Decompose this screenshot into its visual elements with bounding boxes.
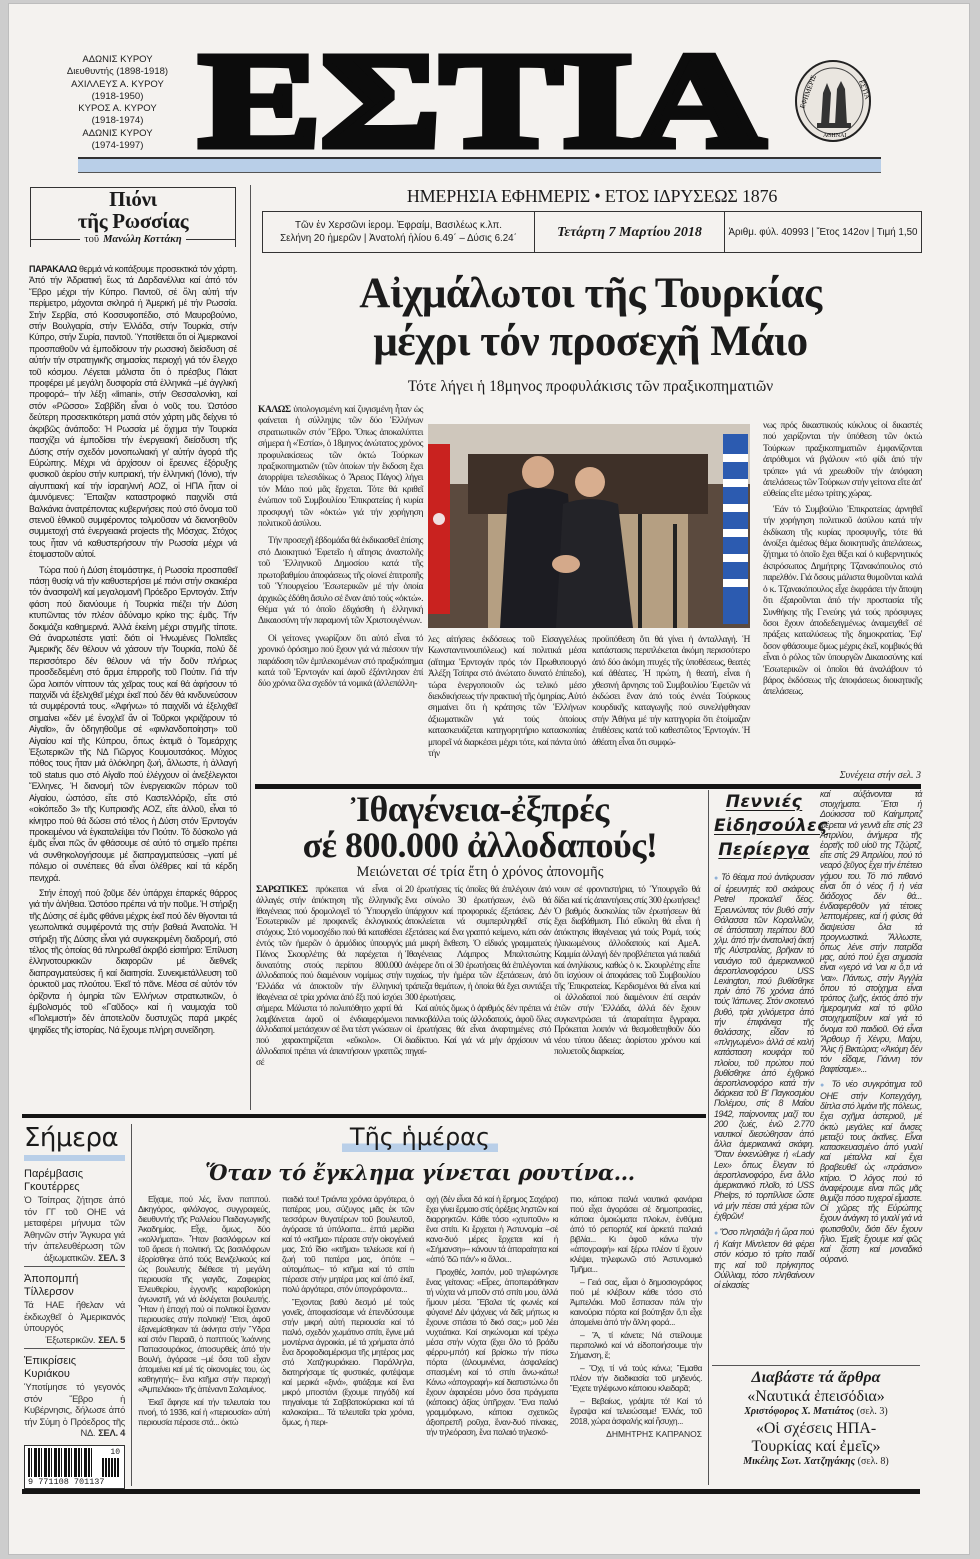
article-link-title[interactable]: «Ναυτικά ἐπεισόδια»	[747, 1388, 885, 1405]
main-subheadline: Τότε λήγει ἡ 18μηνος προφυλάκισις τῶν πραξικοπηματιῶν	[407, 378, 774, 395]
column-paragraph: Ἐκεῖ ἄφησε καί τήν τελευταία του πνοή, τό 1936, καί ἡ «περιουσία» αὐτή περιουσία πέρασε στά... ὀκτώ	[138, 1397, 270, 1427]
today-item-page: ΣΕΛ. 3	[98, 1251, 125, 1263]
column-headline: Ὅταν τό ἔγκλημα γίνεται ρουτίνα...	[205, 1160, 635, 1185]
today-title-underline	[24, 1155, 125, 1161]
column-col4	[570, 1194, 702, 1439]
main-article-col3: προϋπόθεση ὅτι θά γίνει ἡ ἀνταλλαγή. Ἡ κατάστασις περιπλέκεται ἀκόμη περισσότερο ἀπό δύο ἀκόμη πτυχές τῆς ὑποθέσεως, θεατές καί ἀθέατες. Ἡ πρώτη, ἡ θεατή, εἶναι ἡ χθεσινή ἄρνησις τοῦ Συμβουλίου Ἐφετῶν νά ἐκδώσει ἕναν ἀπό τούς ἐννέα Τούρκους κουρδικῆς καταγωγῆς πού συνελήφθησαν στήν Ἀθήνα μέ τήν κατηγορία ὅτι ἑτοίμαζαν ἐπιθέσεις κατά τοῦ καθεστῶτος Ἐρντογάν. Ἡ ἀθέατη εἶναι ὅτι συμφώ-	[592, 635, 750, 748]
today-item[interactable]	[24, 1355, 125, 1442]
main-article-col1	[258, 405, 423, 691]
sidebar-divider	[708, 790, 709, 1485]
column-col2	[282, 1194, 414, 1427]
masthead-rule	[78, 157, 881, 173]
column-divider	[250, 185, 251, 1110]
today-box	[24, 1124, 125, 1489]
main-article-col2: λες αἰτήσεις ἐκδόσεως τοῦ Εἰσαγγελέως Κωνσταντινουπόλεως) καί πολιτικά μέσα (αἴτημα Ἐρντογάν πρός τόν Πρωθυπουργό Ἀλέξη Τσίπρα στό ἀνώτατο δυνατό ἐπίπεδο), τώρα ἐνεργοποιοῦν ὡς τελικό μέσο διεκδικήσεως τήν πρακτική τῆς ὁμηρίας. Αὐτό σημαίνει ὅτι ἡ κράτησις τῶν Ἑλλήνων ἀξιωματικῶν γιά τούς ὁποίους κατασκευάζεται κατηγορητήριο κατασκοπίας μπορεῖ νά διαρκέσει μέχρι τότε, καί πάντα ὑπό τήν	[428, 635, 586, 760]
opinion-author: Μανώλη Κοττάκη	[103, 234, 182, 245]
gossip-item: ● Τό θέαμα πού ἀντίκρυσαν οἱ ἐρευνητές τοῦ σκάφους Petrel προκαλεῖ δέος. Ἐρευνώντας τόν βυθό στήν Θάλασσα τῶν Κοραλλιῶν, σέ ἀπόσταση περίπου 800 χλμ. ἀπό τήν ἀνατολική ἀκτή τῆς Αὐστραλίας, βρῆκαν τό ναυάγιο τοῦ ἀμερικανικοῦ ἀεροπλανοφόρου USS Lexington, πού βυθίσθηκε πρίν ἀπό 76 χρόνια ἀπό τούς Ἰάπωνες. Στόν σκοτεινό βυθό, τρία χιλιόμετρα ἀπό τήν ἐπιφάνεια τῆς θαλάσσης, εἶδαν τό «πληγωμένο» ἀλλά σέ καλή κατάσταση κουφάρι τοῦ πλοίου, τοῦ πρώτου πού βυθίσθηκε ἀπό ἐχθρικό ἀεροπλανοφόρο κατά τήν διάρκεια τοῦ Β' Παγκοσμίου Πολέμου, στίς 8 Μαΐου 1942, παίρνοντας μαζί του 200 ζωές, ἐνῶ 2.770 ναυτικοί διεσώθησαν ἀπό ἄλλα ἀμερικανικά σκάφη. Ὅταν ἐκκενώθηκε ἡ «Lady Lex» ὅπως ἔλεγαν τό ἀεροπλανοφόρο, ἕνα ἄλλο ἀμερικανικό πλοῖο, τό USS Phelps, τό τορπίλλισε ὥστε νά μήν πέσει στά χέρια τῶν ἐχθρῶν!	[714, 872, 814, 1221]
tagline: ΗΜΕΡΗΣΙΑ ΕΦΗΜΕΡΙΣ • ΕΤΟΣ ΙΔΡΥΣΕΩΣ 1876	[406, 186, 778, 206]
gossip-title-line: Εἰδησούλες	[714, 816, 828, 836]
news-photo-erdogan-tsipras	[428, 424, 750, 628]
article-link-author: Χριστόφορος Χ. Ματιάτος	[744, 1406, 855, 1417]
article-link-title[interactable]: «Οἱ σχέσεις ΗΠΑ-Τουρκίας καί ἐμεῖς»	[751, 1420, 881, 1455]
almanac	[263, 212, 535, 252]
barcode-issue: 10	[110, 1447, 120, 1457]
second-article-col1	[256, 885, 402, 1069]
barcode-number: 9 771108 701137	[28, 1476, 105, 1487]
saints-of-day: Τῶν ἐν Χερσῶνι ἱερομ. Ἐφραίμ, Βασιλέως κ.λπ.	[295, 220, 502, 231]
page-bottom-rule	[22, 1489, 920, 1494]
gossip-item: ● Τό νέο συγκρότημα τοῦ ΟΗΕ στήν Κοπεγχάγη, δίπλα στό λιμάνι τῆς πόλεως, ἔχει σχῆμα ἀστεριοῦ, μέ ὀκτώ μεγάλες καί ἄνισες μεταξύ τους ἀκτῖνες. Εἶναι κατασκευασμένο ἀπό γυαλί καί μέταλλα καί ἔχει βραβευθεῖ ὡς «πράσινο» κτίριο. Ὁ λόγος πού τό ἀναφέρουμε εἶναι πῶς μᾶς θυμίζει πόσο τυχεροί εἴμαστε. Οἱ χῶρες τῆς Εὐρώπης ἔχουν ἀνάγκη τό γυαλί γιά νά φωτισθοῦν, διότι δέν ἔχουν ἥλιο. Ἐμεῖς ἔχουμε καί φῶς καί ζέστη καί μοναδικό οὐρανό.	[820, 1079, 922, 1265]
founder-line: ΑΔΩΝΙΣ ΚΥΡΟΥ	[82, 127, 153, 139]
today-item[interactable]	[24, 1168, 125, 1267]
main-lead-word: ΚΑΛΩΣ	[258, 405, 291, 415]
second-subheadline: Μειώνεται σέ τρία ἔτη ὁ χρόνος ἀπονομῆς	[356, 864, 604, 880]
article-paragraph: νως πρός δικαστικούς κύκλους οἱ δικαστές πού χειρίζονται τήν ὑπόθεση τῶν ὀκτώ Τούρκων πραξικοπηματιῶν ἐμφανίζονται ἀπρόθυμοι νά βγάλουν «τό φίδι ἀπό τήν τρύπα» γιά νά χρεωθοῦν τήν ἀπόφαση ἀπελάσεως τῶν Τούρκων στήν γείτονα εἴτε ἀπ' εὐθείας εἴτε μέσω τρίτης χώρας.	[763, 421, 922, 500]
second-headline: Ἰθαγένεια-ἐξπρές	[351, 789, 609, 829]
today-item-page: ΣΕΛ. 4	[98, 1427, 125, 1438]
today-item-heading: Ἀποπομπή	[24, 1273, 79, 1285]
today-item-heading: Ἐπικρίσεις	[24, 1355, 77, 1367]
opinion-title-box	[30, 187, 236, 247]
issue-number-price: Ἀριθμ. φύλ. 40993 | Ἔτος 142ον | Τιμή 1,50	[728, 226, 918, 238]
article-link-page: (σελ. 8)	[857, 1456, 889, 1467]
column-col3	[426, 1194, 558, 1437]
opinion-lead-word: ΠΑΡΑΚΑΛΩ	[29, 264, 77, 274]
gossip-col2	[820, 789, 922, 1264]
edition-info-box	[262, 211, 922, 253]
article-paragraph: 20 ἐρωτήσεις τίς ὁποῖες θά ἐπιλέγουν ἀπό ἕνα σύνολο 30 ἐρωτήσεων, ἐνῶ θά ὑπάρχουν καί προφορικές ἐξετάσεις. Δέν ἀποκλείεται νά συμπεριληφθεῖ στίς ἐξετάσεις καί ἕνα γραπτό κείμενο, κάτι σάν μιά μικρή ἔκθεση. Ὁ εἰδικός γραμματεύς Ἰθαγένειας Λάμπρος Μπαλτσιώτης ἀνέφερε ὅτι οἱ 30 ἐρωτήσεις θά ἐπιλέγονται τυχαίως, τήν ἡμέρα τῶν ἐξετάσεων, ἀπό τράπεζα θεμάτων, ἡ ὁποία θά ἔχει συντάξει 300 ἐρωτήσεις.	[405, 885, 551, 1003]
column-paragraph: οχή (δέν εἶναι δά καί ἡ ἔρημος Σαχάρα) ἔχει γίνει ἕρμαιο στίς ὀρέξεις ληστῶν καί διαρρηκτῶν. Κάθε τόσο «χτυποῦν» κι ἕνα σπίτι. Κι ἔρχεται ἡ Ἀστυνομία –σέ κανα-δυό μέρες ἔρχεται καί ἡ «Σήμανση»– κάνουν τά ἀπαραίτητα καί «ἀπό 'δῶ πάν'» κι ἄλλοι...	[426, 1194, 558, 1264]
masthead-title: ΕΣΤΙΑ	[199, 48, 765, 153]
opinion-paragraph: θερμά νά κοιτάξουμε προσεκτικά τόν χάρτη. Ἀπό τήν Ἀδριατική ἕως τά Δαρδανέλλια καί ἀπό τόν Ἔβρο μέχρι τήν Κύπρο. Παντοῦ, σέ ὅλη αὐτή τήν περίμετρο, μάχονται σκληρά ἡ Ἀμερική μέ τήν Ρωσσία. Στήν Σερβία, στό Κοσσυφοπέδιο, στό Μαυροβούνιο, στήν Βουλγαρία, στήν Ἑλλάδα, στήν Τουρκία, στήν Κύπρο, στήν Συρία, παντοῦ. Ὑποτίθεται ὅτι οἱ Ἀμερικανοί προσπαθοῦν νά ἐμποδίσουν τήν ρωσσική διείσδυση σέ αὐτήν τήν στρατηγικῆς σημασίας περιοχή γιά τόν ἔλεγχο τοῦ κόσμου. Λέγεται μάλιστα ὅτι ὁ πρέσβυς Πάιατ προφέρει μέ μεγάλη δυσφορία στά ἑλληνικά –μέ ἀγγλική προφορά– τήν λέξη «limani», στήν Θεσσαλονίκη, καί στόν «Ρῶσσο» Σαββίδη εἶναι ὁ νοῦς του. Ὡστόσο δεύτερη προσεκτικότερη ματιά στόν χάρτη μᾶς δείχνει τό ἀκριβῶς ἀνάποδο: Ἡ Ρωσσία μέ ὄχημα τήν Τουρκία πασχίζει νά ἐμποδίσει τήν ἐνεργειακή διείσδυση τῆς Δύσης στήν σχεδόν μονοπωλιακή γι' αὐτήν ἀγορά τῆς Εὐρώπης. Μέχρι νά ἀρχίσουν οἱ ἔρευνες ἐξόρυξης φυσικοῦ ἀερίου στήν κυπριακή, τήν ἑλληνική (Ἰόνιο), τήν αἰγυπτιακή καί τήν ἰσραηλινή ΑΟΖ, οἱ ΗΠΑ ἦταν οἱ ἀμυνόμενες: Ἔπαιζαν καταστροφικό παιχνίδι στά Βαλκάνια ἀνατρέποντας κυβερνήσεις πού στό ὄνομα τοῦ στενοῦ ἐθνικοῦ συμφέροντος τολμοῦσαν νά διανοηθοῦν συμμετοχή στά ἐνεργειακά projects τῆς Μόσχας. Στόχος τους ἦταν νά καθυστερήσουν τήν Ρωσσία μέχρι νά ἑτοιμαστοῦν αὐτοί.	[29, 264, 237, 560]
column-paragraph: πιο, κάποια παλιά ναυτικά φανάρια πού εἶχα ἀγοράσει σέ δημοπρασίες, κάποια ὁμοιώματα πλοίων, ἐνθύμια ἀπό τό ρεπορτάζ καί ἀρκετά παλαιά βιβλία... Κι ἀφοῦ κάνω τήν «ἀπογραφή» καί ξέρω πλέον τί ἔχουν κλέψει, τηλεφωνῶ στό Ἀστυνομικό Τμῆμα...	[570, 1194, 702, 1274]
moon-sun-times: Σελήνη 20 ἡμερῶν | Ἀνατολή ἡλίου 6.49΄ – Δύσις 6.24΄	[280, 233, 517, 244]
today-divider	[131, 1124, 132, 1486]
section-rule	[22, 1114, 706, 1118]
today-item-heading: Τίλλερσον	[24, 1286, 74, 1298]
seal-text: ΑΘΗΝΑΙ	[823, 133, 847, 139]
sidebar-rule	[712, 1365, 920, 1366]
second-lead-word: ΣΑΡΩΤΙΚΕΣ	[256, 885, 308, 895]
column-paragraph: Εἴχαμε, πού λές, ἕναν παππού. Δικηγόρος, φιλόλογος, συγγραφεύς, διευθυντής τῆς Ραλλείου Παιδαγωγικῆς Ἀκαδημίας. Εἶχε, ὅμως, δύο «κολλήματα». Ἦταν βασιλόφρων καί τοῦ ἄρεσε ἡ πολιτική. Ὡς βασιλόφρων ἐξορίσθηκε ἀπό τούς Βενιζελικούς καί ὡς βουλευτής διέθεσε τή μεγάλη περιουσία τῆς γιαγιᾶς, Ζαφειρίας Ἐλευθερίου, ἐγγονῆς καραβοκύρη ἀγωνιστῆ, γιά νά ἐκλέγεται βουλευτής. Ἦταν ἡ ἐποχή πού οἱ πολιτικοί ἔχαναν περιουσίες στήν πολιτική! Ἔτσι, ἀφοῦ ἐξανεμίσθηκαν τά ἀκίνητα στήν Ὕδρα καί στόν Πειραιᾶ, ὁ παππούς Ἰωάννης Παπασουράκος, ἀποσυρθείς ἀπό τήν Βουλή, ἀγόρασε –μέ ὅσα τοῦ εἶχαν ἀπομείνει καί μέ τίς οἰκονομίες του, ὡς καθηγητής– ἕνα κτῆμα στήν περιοχή «Ἀμπελάκια» τῆς ἀπέναντι Σαλαμίνος.	[138, 1194, 270, 1394]
barcode-bars	[28, 1448, 94, 1477]
gossip-col1	[714, 872, 814, 1290]
founder-line: ΑΔΩΝΙΣ ΚΥΡΟΥ	[82, 54, 153, 65]
column-kicker-wrap	[136, 1122, 704, 1152]
opinion-title: τῆς Ρωσσίας	[77, 209, 189, 233]
seal-text: ΕΦΗΜΕΡΙΣ	[798, 73, 818, 110]
column-col1	[138, 1194, 270, 1427]
today-title: Σήμερα	[24, 1123, 119, 1153]
founders-list	[60, 54, 175, 152]
column-paragraph: Προχθές, λοιπόν, μοῦ τηλεφώνησε ἕνας γείτονας: «Εἶρες, ἀποπειράθηκαν τή νύχτα νά μποῦν στό σπίτι μου, ἀλλά ἤμουν μέσα. Ἔβαλα τίς φωνές καί φύγανε! Δέν ψάχνεις νά δεῖς μήπως κι ἔχουνε σπάσει τό δικό σας;» μοῦ λέει νυχτιάτικα. Καί σηκώνομαι καί τρέχω μέσα στήν νύχτα (ἔχει ὅλο τό βράδυ φέρρυ-μπότ) καί βρίσκω τήν πίσω πόρτα (ἀλουμινένια, ἀσφαλείας) σπασμένη καί τό σπίτι ἄνω-κάτω! Κάνω «ἀπογραφή» καί διαπιστώνω ὅτι ἔχουν ἀφαιρέσει μόνο ὅσα πράγματα (κάποιας) ἀξίας ὑπῆρχαν. Ἕνα παλιό γραμμόφωνο, κάποια σχετικῶς ἀξιοπρεπῆ ροῦχα, ἕναν-δυό πίνακες, τήν τηλεόραση, ἕνα παλαιό τηλεσκό-	[426, 1267, 558, 1437]
gossip-item: καί αὐξάνονται τά στοιχήματα. Ἔτσι ἡ Δούκισσα τοῦ Καίημπριτζ φέρεται νά γεννᾶ εἴτε στίς 23 Ἀπριλίου, ἀνήμερα τῆς ἑορτῆς τοῦ υἱοῦ της Τζώρτζ, εἴτε στίς 29 Ἀπριλίου, πού τό νεαρό ζεῦγος ἔχει τήν ἐπέτειο γάμου του. Τό πιό πιθανό εἶναι ὅτι ὁ νέος ἤ ἡ νέα διάδοχος δέν θά... ἐνδιαφερθοῦν γιά τέτοιες λεπτομέρειες, καί ἡ φύσις θά διαψεύσει ὅλα τά προγνωστικά. Ἄλλωστε, ὅπως λένε στήν πατρίδα μας, αὐτό πού ἔχει σημασία εἶναι «γερό νά 'ναι κι ὅ,τι νά 'ναι». Πάντως, στήν Ἀγγλία ὅπου τό στοίχημα εἶναι τρόπος ζωῆς, ἐκτός ἀπό τήν ἡμερομηνία καί τό φῦλο στοιχηματίζουν καί γιά τό ὄνομα τοῦ παιδιοῦ. Θά εἶναι Ἄρθουρ ἤ Χένρυ, Μαίρυ, Ἄλις ἤ Βικτώρια; «Ἀκόμη δέν τόν εἴδαμε, Γιάννη τόν βαφτίσαμε»...	[820, 789, 922, 1075]
main-headline: Αἰχμάλωτοι τῆς Τουρκίας	[359, 270, 822, 317]
today-item-heading: Κυριάκου	[24, 1368, 70, 1380]
gossip-item: ● Ὅσο πλησιάζει ἡ ὥρα πού ἡ Καίητ Μίντλετον θά φέρει στόν κόσμο τό τρίτο παιδί της καί τοῦ πρίγκηπος Οὐίλλιαμ, τόσο πληθαίνουν οἱ εἰκασίες	[714, 1227, 814, 1290]
article-link-page: (σελ. 3)	[856, 1406, 888, 1417]
byline-prefix: τοῦ	[84, 234, 100, 245]
continued-link[interactable]: Συνέχεια στήν σελ. 3	[839, 770, 921, 781]
founder-line: (1918-1974)	[91, 115, 144, 127]
today-item-page: ΣΕΛ. 5	[98, 1333, 125, 1345]
opinion-title: Πιόνι	[109, 187, 157, 211]
article-paragraph: Καί αὐτός ὅμως ὁ ἀριθμός δέν πρέπει νά πανικοβάλλει τούς ἀλλοδαπούς, ἀφοῦ ὅλες οἱ ἐρωτήσεις θά εἶναι ἀναρτημένες στό διαδίκτυο. Καί γιά νά μήν ἀρχίσουν νά πηγαί-	[405, 1003, 551, 1057]
article-paragraph: πρόκειται νά εἶναι οἱ ἀλλαγές στήν ἀπόκτηση τῆς ἑλληνικῆς ἰθαγένειας πού δρομολογεῖ τό Ὑπουργεῖο Ἐσωτερικῶν μέ προφανεῖς ἐκλογικούς στόχους. Στό νομοσχέδιο πού θά καταθέσει ἐντός τῶν ἡμερῶν ὁ ἁρμόδιος ὑπουργός Πάνος Σκουρλέτης θά παρέχεται ἡ δυνατότης στούς περίπου 800.000 ἀλλοδαπούς πού διαμένουν νομίμως στήν Ἑλλάδα νά ἀποκτοῦν τήν ἑλληνική ἰθαγένεια σέ τρία χρόνια ἀπό ἕξι πού ἰσχύει σήμερα. Μάλιστα τό πολυπόθητο χαρτί θά λαμβάνεται ἀφοῦ οἱ ἐνδιαφερόμενοι ἀλλοδαποί μετάσχουν σέ ἕνα τέστ γνώσεων πού χαρακτηρίζεται «εὔκολο». Οἱ ἀλλοδαποί πρέπει νά ἀπαντήσουν γραπτῶς σέ	[256, 885, 403, 1068]
column-paragraph: – Ὄχι, τί νά τούς κάνω; Ἔμαθα πλέον τήν διαδικασία τοῦ μηδενός. Ἔχετε τηλέφωνο κάποιου κλειδαρᾶ;	[570, 1363, 702, 1393]
column-paragraph: παιδιά του! Τριάντα χρόνια ἀργότερα, ὁ πατέρας μου, σύζυγος μιᾶς ἐκ τῶν τεσσάρων θυγατέρων τοῦ βουλευτοῦ, ἀγόρασε τά ὑπόλοιπα... ἑπτά μερίδια καί τό «κτῆμα» πέρασε στήν οἰκογένειά μας. Στό ἴδιο «κτῆμα» τελείωσε καί ἡ ζωή τοῦ πατέρα μας, ὁπότε –αὐτομάτως– τό κτῆμα καί τό σπίτι πέρασε στήν μητέρα μας καί ἀπό ἐκεῖ, πολύ ἀργότερα, στόν ὑπογράφοντα...	[282, 1194, 414, 1294]
today-item-heading: Παρέμβασις	[24, 1168, 84, 1180]
read-articles-title: Διαβάστε τά ἄρθρα	[751, 1369, 881, 1386]
read-articles-box	[712, 1369, 920, 1468]
barcode-addon	[102, 1458, 120, 1477]
column-kicker: Τῆς ἡμέρας	[342, 1122, 498, 1152]
seal-text: ΕΣΤΙΑ	[857, 78, 872, 101]
article-paragraph: Ἐάν τό Συμβούλιο Ἐπικρατείας ἀρνηθεῖ τήν χορήγηση πολιτικοῦ ἀσύλου κατά τήν ἐκδίκαση τῆς κυρίας προσφυγῆς, τότε θά ἀνοίξει ἀμέσως θέμα διοικητικῆς ἀπελάσεως, ζήτημα τό ὁποῖο ἔχει θίξει καί ὁ κυβερνητικός ἐκπρόσωπος Δημήτρης Τζανακόπουλος στό παρελθόν. Γιά ὅσους μάλιστα θυμοῦνται καλά ὁ κ. Τζανακόπουλος εἶχε ἐκφράσει τήν ἄποψη ὅτι ἐξαιροῦνται ἀπό τήν προστασία τῆς Συνθήκης τῆς Γενεύης γιά τούς πρόσφυγες ὅσοι ἔχουν ἀποδεδειγμένως ἀναμειχθεῖ σέ πράξεις καταλύσεως τῆς δημοκρατίας. Ἐφ' ὅσον φθάσουμε ὅμως μέχρις ἐκεῖ, κομβικός θά εἶναι ὁ ρόλος τῶν ὑπουργῶν Δικαιοσύνης καί Ἐσωτερικῶν οἱ ὁποῖοι θά ἀναλάβουν τό βάρος ἐκδόσεως τῆς ἀποφάσεως διοικητικῆς ἀπελάσεως.	[763, 504, 922, 698]
seal-logo	[793, 59, 873, 143]
greek-flag	[723, 434, 748, 624]
issue-date: Τετάρτη 7 Μαρτίου 2018	[535, 212, 725, 252]
today-item-body: Ὁ Τσίπρας ζήτησε ἀπό τόν ΓΓ τοῦ ΟΗΕ νά μεταφέρει μήνυμα τῶν Ἀθηνῶν στήν Ἄγκυρα γιά τήν ἀπελευθέρωση τῶν ἀξιωματικῶν.	[24, 1194, 125, 1263]
article-paragraph: ὑπολογισμένη καί ζυγισμένη ἦταν ὡς φαίνεται ἡ σύλληψις τῶν δύο Ἑλλήνων στρατιωτικῶν στόν Ἔβρο. Ὅπως ἀποκαλύπτει σήμερα ἡ «Ἑστία», ὁ 18μηνος ἀνώτατος χρόνος προφυλακίσεως τῶν ὀκτώ Τούρκων πραξικοπηματιῶν (τῶν ὁποίων τήν ἔκδοση ἔχει ἀπορρίψει τελεσιδίκως ὁ Ἄρειος Πάγος) λήγει τόν Μάιο πού μᾶς ἔρχεται. Τότε θά κριθεῖ ἐνώπιον τοῦ Συμβουλίου Ἐπικρατείας ἡ κυρία προσφυγή τῶν «ὀκτώ» γιά τήν χορήγηση πολιτικοῦ ἀσύλου.	[258, 405, 423, 530]
gossip-title-line: Περίεργα	[718, 840, 810, 860]
founder-line: ΑΧΙΛΛΕΥΣ Α. ΚΥΡΟΥ	[71, 78, 164, 90]
founder-line: (1974-1997)	[91, 140, 144, 152]
today-item-heading: Γκουτέρρες	[24, 1181, 80, 1193]
turkish-flag	[428, 444, 450, 614]
masthead-logo	[195, 48, 770, 153]
article-link-author: Μικέλης Σωτ. Χατζηγάκης	[743, 1456, 856, 1467]
today-item-body: Ὑποτίμησε τό γεγονός στόν Ἔβρο ἡ Κυβέρνησις, δήλωσε ἀπό τήν Σύμη ὁ Πρόεδρος τῆς ΝΔ.	[24, 1381, 125, 1438]
gossip-title	[714, 792, 828, 860]
column-author: ΔΗΜΗΤΡΗΣ ΚΑΠΡΑΝΟΣ	[606, 1429, 702, 1439]
opinion-paragraph: Στήν ἐποχή πού ζοῦμε δέν ὑπάρχει ἐπαρκές θάρρος γιά τήν ἀλήθεια. Ὡστόσο πρέπει νά τήν ποῦμε. Ἡ στήριξη τῆς Δύσης σέ ἐμᾶς φθάνει μέχρις ἐκεῖ πού δέν θίγονται τά γεωπολιτικά συμφέροντά της στήν βαθειά Ἀνατολία. Ἡ στήριξη τῆς Δύσης εἶναι γιά συγκεκριμένη διαδρομή, στό τέλος τῆς ὁποίας θά πληρωθεῖ ἀκριβό εἰσιτήριο: Ἐπίλυση ἑλληνοτουρκικῶν διαφορῶν μέ διεθνεῖς διαπραγματεύσεις ἤ καί διαιτησία. Συνεκμετάλλευση τοῦ ὀρυκτοῦ μας πλούτου. Ἐκεῖ τό πᾶνε. Μέσα σέ αὐτόν τόν ὁρίζοντα ἡ ὁμηρία τῶν Ἑλλήνων στρατιωτικῶν, ὁ ἐμβολισμός τοῦ «Γαῦδος» καί ἡ ναυμαχία τοῦ «Πολεμιστή» δέν ἀποτελοῦν δυστυχῶς παρά μικρές ψηφίδες τῆς ἱστορίας. Νά ἔχουμε πλήρη συνείδηση.	[29, 887, 237, 1035]
column-paragraph: – Βεβαίως, γράψτε τό! Καί τό ἔγραψα καί τελειώσαμε! Ἑλλάς, τοῦ 2018, χώρα ἀσφαλής καί ἥσυχη...	[570, 1396, 702, 1426]
founder-line: ΚΥΡΟΣ Α. ΚΥΡΟΥ	[78, 103, 157, 115]
article-paragraph: Οἱ γείτονες γνωρίζουν ὅτι αὐτό εἶναι τό χρονικό ὁρόσημο πού ἔχουν γιά νά πιέσουν τήν παράδοση τῶν ἐμπλεκομένων στό πραξικόπημα κατά τοῦ Ἐρντογάν καί ἀφοῦ ἐξάντλησαν ἐπί δύο χρόνια ὅλα σχεδόν τά νομικά (ἀλλεπάλλη-	[258, 633, 423, 690]
second-article-col2	[405, 885, 551, 1058]
second-headline: σέ 800.000 ἀλλοδαπούς!	[302, 825, 658, 865]
main-headline: μέχρι τόν προσεχῆ Μάιο	[373, 318, 808, 365]
column-paragraph: – Ἄ, τί κάνετε; Νά στείλουμε περιπολικό καί νά εἰδοποιήσουμε τήν Σήμανση, ἔ;	[570, 1330, 702, 1360]
second-article-col3: νουν σέ φροντιστήρια, τό Ὑπουργεῖο θά δίδει καί τίς ἀπαντήσεις στίς 300 ἐρωτήσεις! Ὁ βαθμός δυσκολίας τῶν ἐρωτήσεων θά ἔχει διαβάθμιση. Πιό εὔκολη θά εἶναι ἡ ἀπόκτησις ἰθαγένειας γιά τούς Ρομά, τούς ἡλικιωμένους ἀλλοδαπούς καί ΑμεΑ. Καμμία ἀλλαγή δέν προβλέπεται γιά παιδιά καί ἀνηλίκους, καθώς ὁ κ. Σκουρλέτης εἶπε ὅτι ἰσχύουν οἱ ἀποφάσεις τοῦ Συμβουλίου τῆς Ἐπικρατείας. Κερδισμένοι θά εἶναι καί οἱ ἀλλοδαποί πού διαμένουν ἐπί σειράν ἐτῶν στήν Ἑλλάδα, ἀλλά δέν ἔχουν συγκεντρώσει τά ἀπαραίτητα ἔγγραφα. Πρόκειται λοιπόν νά θεσμοθετηθοῦν δύο νέου τύπου ἄδειες: ἀορίστου χρόνου καί πολυετοῦς διαρκείας.	[554, 885, 700, 1057]
gossip-title-line: Πεννιές	[725, 792, 803, 812]
column-paragraph: – Γειά σας, εἶμαι ὁ δημοσιογράφος πού μέ κλέβουν κάθε τόσο στό Ἀμπελάκι. Μοῦ ἔσπασαν πάλι τήν καινούρια πόρτα καί βούτηξαν ὅ,τι εἶχε ἀπομείνει ἀπό τήν ἄλλη φορά...	[570, 1277, 702, 1327]
article-paragraph: Τήν προσεχῆ ἑβδομάδα θά ἐκδικασθεῖ ἐπίσης στό Διοικητικό Ἐφετεῖο ἡ αἴτησις ἀναστολῆς τοῦ Ἑλληνικοῦ Δημοσίου κατά τῆς πρωτοβαθμίου ἀποφάσεως τῆς οἱονεί ἐπιτροπῆς τοῦ Ὑπουργείου Ἐσωτερικῶν μέ τήν ὁποία ἀρχικῶς ἐδόθη ἄσυλο σέ ἕναν ἀπό τούς «ὀκτώ». Θέμα γιά τό ὁποῖο ἐδιχάσθη ἡ ἑλληνική Δικαιοσύνη τήν παραμονή τῶν Χριστουγέννων.	[258, 536, 423, 627]
main-article-col4	[763, 421, 922, 699]
founder-line: Διευθυντής (1898-1918)	[66, 66, 169, 78]
column-paragraph: Ἔχοντας βαθύ δεσμό μέ τούς γονεῖς, ἀποφασίσαμε νά ἐπενδύσουμε στήν μικρή αὐτή περιουσία καί τό παλιό, σχεδόν χωμάτινο σπίτι, ἔγινε μιά μοντέρνα ἀγροικία, μέ τά χρήματα ἀπό ἕνα δροφοδιαμέρισμα τῆς μητέρας μας στό Χατζηκυριάκειο. Παράλληλα, διατηρήσαμε τίς φυστικιές, φυτέψαμε καί μερικά «ξινά», φτιάξαμε καί ἕνα μικρό μποστάνι (ἔχουμε πηγάδι) καί πηγαίναμε τά Σαββατοκύριακα καί τά καλοκαίρια... Τά τελευταῖα τρία χρόνια, ὅμως, ἡ περι-	[282, 1297, 414, 1427]
opinion-paragraph: Τώρα πού ἡ Δύση ἑτοιμάστηκε, ἡ Ρωσσία προσπαθεῖ πάσῃ θυσίᾳ νά τήν καθυστερήσει μέ πιόνι στήν σκακιέρα τόν ἀνασφαλῆ καί μεγαλομανῆ Πρόεδρο Ἐρντογάν. Στήν φάση πού διανύουμε ἡ Τουρκία πιέζει τήν Δύση κτυπῶντας τόν πλέον ἀδύναμο κρίκο της: ἐμᾶς. Τήν δοκιμάζει καθημερινά. Ἀλλά ἐκείνη μέχρι στιγμῆς τίποτε. Θά ἀναρωτιέστε γιατί: διότι οἱ Ἡνωμένες Πολιτεῖες Ἀμερικῆς δέν θέλουν νά χάσουν τήν Τουρκία, πολύ δέ περισσότερο δέν θέλουν νά τήν δοῦν πλήρως προσδεδεμένη στό ἅρμα ἐπιρροῆς τοῦ Πούτιν. Γιά τήν ὥρα λοιπόν νίπτουν τάς χεῖρας τους καί θά ἀφήσουν τό παιχνίδι νά ἐξελιχθεῖ μέχρι ἐκεῖ πού δέν θά κινδυνεύσουν τά συμφέροντά τους. «Ἀφήνω» τό παιχνίδι νά ἐξελιχθεῖ σημαίνει «δέν μέ ἐνοχλεῖ ἄν οἱ Τοῦρκοι γκριζάρουν τό Αἰγαῖο», ἄν ὁδηγηθοῦμε σέ «φινλανδοποίηση» τοῦ Αἰγαίου καί τῆς Κύπρου, ὅπως ἐκτιμᾶ ὁ Τομεάρχης Ἐξωτερικῶν τῆς ΝΔ Γιῶργος Κουμουτσάκος. Μύχιος πόθος τους ἦταν μιά ὁλόκληρη ζωή, ἄλλωστε, ἡ ἀλλαγή τοῦ status quo στό Αἰγαῖο πού ἐλέγχουν οἱ ἀνεξέλεγκτοι Ἕλληνες. Ἡ διανομή τῶν ἐνεργειακῶν πόρων τοῦ Αἰγαίου, ὡστόσο, εἴτε στό Καστελλόριζο, εἴτε στό «οἰκόπεδο 3» τῆς Κυπριακῆς ΑΟΖ, εἴτε ἀλλοῦ, εἶναι τό κίνητρο πού θά δώσει στό τέλος ἡ Δύση στόν Ἐρντογάν προκειμένου νά ἐγκαταλείψει τόν Πούτιν. Τό δύσκολο γιά ἐμᾶς εἶναι πῶς ἄν φθάσουμε σέ αὐτό τό σημεῖο πρέπει νά συνθηκολογήσουμε μέ διαπραγματεύσεις –γιατί μέ πόλεμο οἱ συνέπειες θά εἶναι ὀλέθριες καί τά κέρδη πενιχρά.	[29, 564, 237, 883]
founder-line: (1918-1950)	[91, 90, 144, 102]
today-item-body: Τά ΗΑΕ ἤθελαν νά ἐκδιωχθεῖ ὁ Ἀμερικανός ὑπουργός Ἐξωτερικῶν.	[24, 1299, 125, 1345]
today-item[interactable]	[24, 1273, 125, 1349]
opinion-article	[29, 264, 237, 1036]
barcode	[24, 1445, 125, 1489]
opinion-byline	[31, 234, 235, 245]
